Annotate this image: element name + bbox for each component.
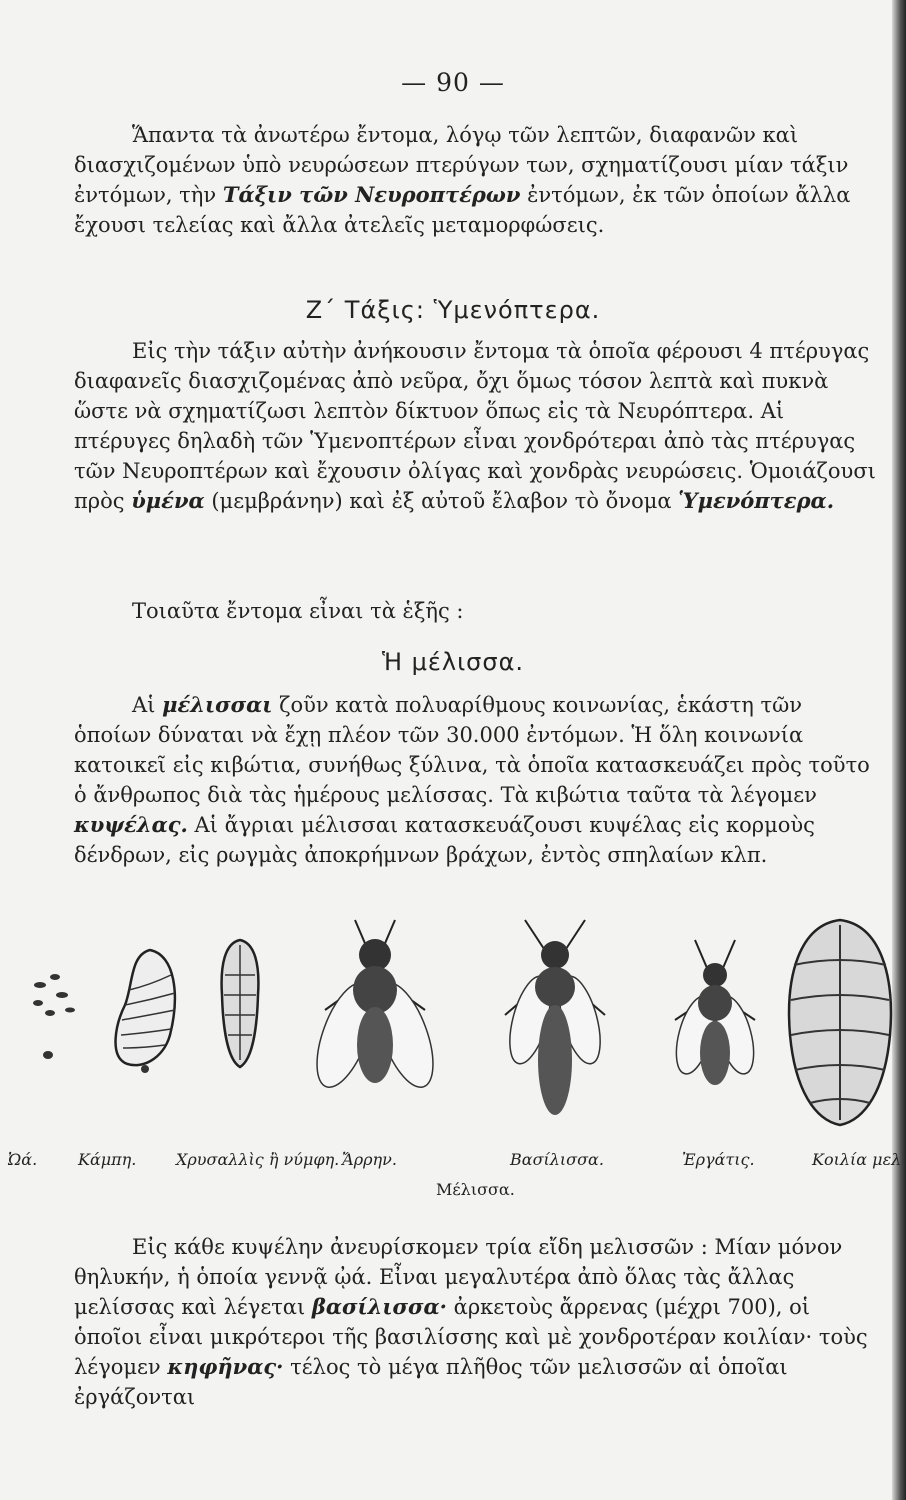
larva-illustration: [105, 945, 185, 1075]
caption-queen: Βασίλισσα.: [510, 1150, 604, 1169]
figure-captions: [0, 1150, 906, 1210]
caption-drone: Ἄρρην.: [342, 1150, 397, 1169]
caption-abdomen: Κοιλία μελ: [812, 1150, 902, 1169]
hymenoptera-paragraph: Εἰς τὴν τάξιν αὐτὴν ἀνήκουσιν ἔντομα τὰ ὁποῖα φέρουσι 4 πτέρυγας διαφανεῖς διασχιζομένας ἀπὸ νεῦρα, ὄχι ὅμως τόσον λεπτὰ καὶ πυκνὰ ὥστε νὰ σχηματίζωσι λεπτὸν δίκτυον ὅπως εἰς τὰ Νευρόπτερα. Αἱ πτέρυγες δηλαδὴ τῶν Ὑμενοπτέρων εἶναι χονδρότεραι ἀπὸ τὰς πτέρυγας τῶν Νευροπτέρων καὶ ἔχουσιν ὀλίγας καὶ χονδρὰς νευρώσεις. Ὁμοιάζουσι πρὸς ὑμένα (μεμβράνην) καὶ ἐξ αὐτοῦ ἔλαβον τὸ ὄνομα Ὑμενόπτερα.: [74, 339, 876, 513]
section-heading-hymenoptera: Ζ΄ Τάξις: Ὑμενόπτερα.: [305, 296, 601, 324]
emphasis-kypselas: κυψέλας.: [74, 812, 188, 837]
page-number: — 90 —: [401, 68, 505, 97]
bee-illustrations: [20, 915, 900, 1130]
eggs-illustration: [20, 955, 90, 1065]
examples-line: Τοιαῦτα ἔντομα εἶναι τὰ ἑξῆς :: [132, 599, 464, 623]
pupa-illustration: [210, 935, 270, 1075]
worker-illustration: [660, 935, 770, 1105]
caption-pupa: Χρυσαλλὶς ἢ νύμφη.: [176, 1150, 340, 1169]
castes-paragraph: Εἰς κάθε κυψέλην ἀνευρίσκομεν τρία εἴδη μελισσῶν : Μίαν μόνον θηλυκήν, ἡ ὁποία γεννᾷ ᾠά. Εἶναι μεγαλυτέρα ἀπὸ ὅλας τὰς ἄλλας μελίσσας καὶ λέγεται βασίλισσα· ἀρκετοὺς ἄρρενας (μέχρι 700), οἱ ὁποῖοι εἶναι μικρότεροι τῆς βασιλίσσης καὶ μὲ χονδροτέραν κοιλίαν· τοὺς λέγομεν κηφῆνας· τέλος τὸ μέγα πλῆθος τῶν μελισσῶν αἱ ὁποῖαι ἐργάζονται: [74, 1235, 868, 1409]
intro-paragraph: Ἅπαντα τὰ ἀνωτέρω ἔντομα, λόγῳ τῶν λεπτῶν, διαφανῶν καὶ διασχιζομένων ὑπὸ νευρώσεων πτερύγων των, σχηματίζουσι μίαν τάξιν ἐντόμων, τὴν Τάξιν τῶν Νευροπτέρων ἐντόμων, ἐκ τῶν ὁποίων ἄλλα ἔχουσι τελείας καὶ ἄλλα ἀτελεῖς μεταμορφώσεις.: [74, 123, 851, 237]
emphasis-queen: βασίλισσα·: [311, 1294, 447, 1319]
emphasis-melissai: μέλισσαι: [162, 692, 273, 717]
caption-worker: Ἐργάτις.: [682, 1150, 755, 1169]
caption-larva: Κάμπη.: [78, 1150, 137, 1169]
bee-paragraph: Αἱ μέλισσαι ζοῦν κατὰ πολυαρίθμους κοινωνίας, ἑκάστη τῶν ὁποίων δύναται νὰ ἔχῃ πλέον τῶν 30.000 ἐντόμων. Ἡ ὅλη κοινωνία κατοικεῖ εἰς κιβώτια, συνήθως ξύλινα, τὰ ὁποῖα κατασκευάζει πρὸς τοῦτο ὁ ἄνθρωπος διὰ τὰς ἡμέρους μελίσσας. Τὰ κιβώτια ταῦτα τὰ λέγομεν κυψέλας. Αἱ ἄγριαι μέλισσαι κατασκευάζουσι κυψέλας εἰς κορμοὺς δένδρων, εἰς ρωγμὰς ἀποκρήμνων βράχων, ἐντὸς σπηλαίων κλπ.: [74, 692, 870, 867]
caption-eggs: Ὠά.: [8, 1150, 38, 1169]
emphasis-hymenoptera: Ὑμενόπτερα.: [678, 488, 835, 513]
abdomen-illustration: [780, 915, 900, 1130]
queen-illustration: [480, 915, 630, 1125]
section-heading-bee: Ἡ μέλισσα.: [381, 648, 525, 676]
emphasis-order-neuroptera: Τάξιν τῶν Νευροπτέρων: [222, 182, 521, 207]
emphasis-drones: κηφῆνας·: [167, 1354, 284, 1379]
caption-group-bee: Μέλισσα.: [436, 1180, 515, 1199]
page-edge-shadow: [892, 0, 906, 1500]
drone-illustration: [300, 915, 450, 1115]
emphasis-hymena: ὑμένα: [131, 488, 205, 513]
